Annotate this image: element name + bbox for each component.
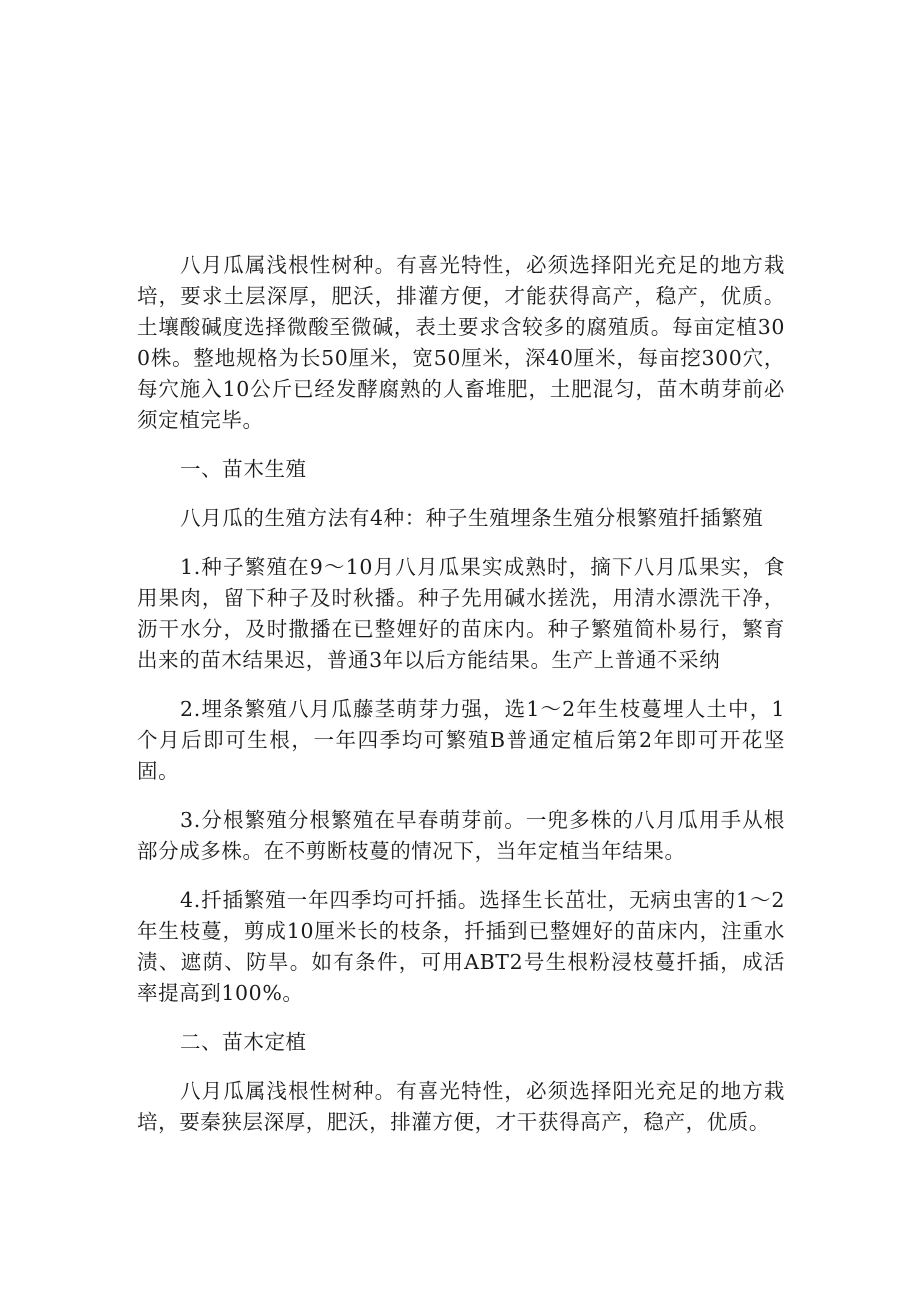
section-heading-seedling-planting: 二、苗木定植 bbox=[180, 1030, 307, 1054]
division-propagation-paragraph: 3.分根繁殖分根繁殖在早春萌芽前。一兜多株的八月瓜用手从根部分成多株。在不剪断枝蔓的情况下，当年定植当年结果。 bbox=[137, 808, 785, 863]
layering-propagation-paragraph: 2.埋条繁殖八月瓜藤茎萌芽力强，选1～2年生枝蔓埋人土中，1个月后即可生根，一年四季均可繁殖B普通定植后第2年即可开花坚固。 bbox=[137, 697, 785, 783]
planting-paragraph: 八月瓜属浅根性树种。有喜光特性，必须选择阳光充足的地方栽培，要秦狭层深厚，肥沃，排灌方便，才干获得高产，稳产，优质。 bbox=[137, 1079, 785, 1134]
propagation-methods-paragraph: 八月瓜的生殖方法有4种：种子生殖埋条生殖分根繁殖扦插繁殖 bbox=[180, 506, 764, 530]
cutting-propagation-paragraph: 4.扦插繁殖一年四季均可扦插。选择生长茁壮，无病虫害的1～2年生枝蔓，剪成10厘米长的枝条，扦插到已整娌好的苗床内，注重水渍、遮荫、防旱。如有条件，可用ABT2号生根粉浸枝蔓扦插，成活率提高到100%。 bbox=[137, 888, 785, 1005]
section-heading-seedling-propagation: 一、苗木生殖 bbox=[180, 457, 307, 481]
seed-propagation-paragraph: 1.种子繁殖在9～10月八月瓜果实成熟时，摘下八月瓜果实，食用果肉，留下种子及时秋播。种子先用碱水搓洗，用清水漂洗干净，沥干水分，及时撒播在已整娌好的苗床内。种子繁殖简朴易行，繁育出来的苗木结果迟，普通3年以后方能结果。生产上普通不采纳 bbox=[137, 555, 785, 672]
document-page bbox=[137, 250, 785, 1156]
intro-paragraph: 八月瓜属浅根性树种。有喜光特性，必须选择阳光充足的地方栽培，要求土层深厚，肥沃，排灌方便，才能获得高产，稳产，优质。土壤酸碱度选择微酸至微碱，表土要求含较多的腐殖质。每亩定植300株。整地规格为长50厘米，宽50厘米，深40厘米，每亩挖300穴，每穴施入10公斤已经发酵腐熟的人畜堆肥，土肥混匀，苗木萌芽前必须定植完毕。 bbox=[137, 253, 785, 432]
